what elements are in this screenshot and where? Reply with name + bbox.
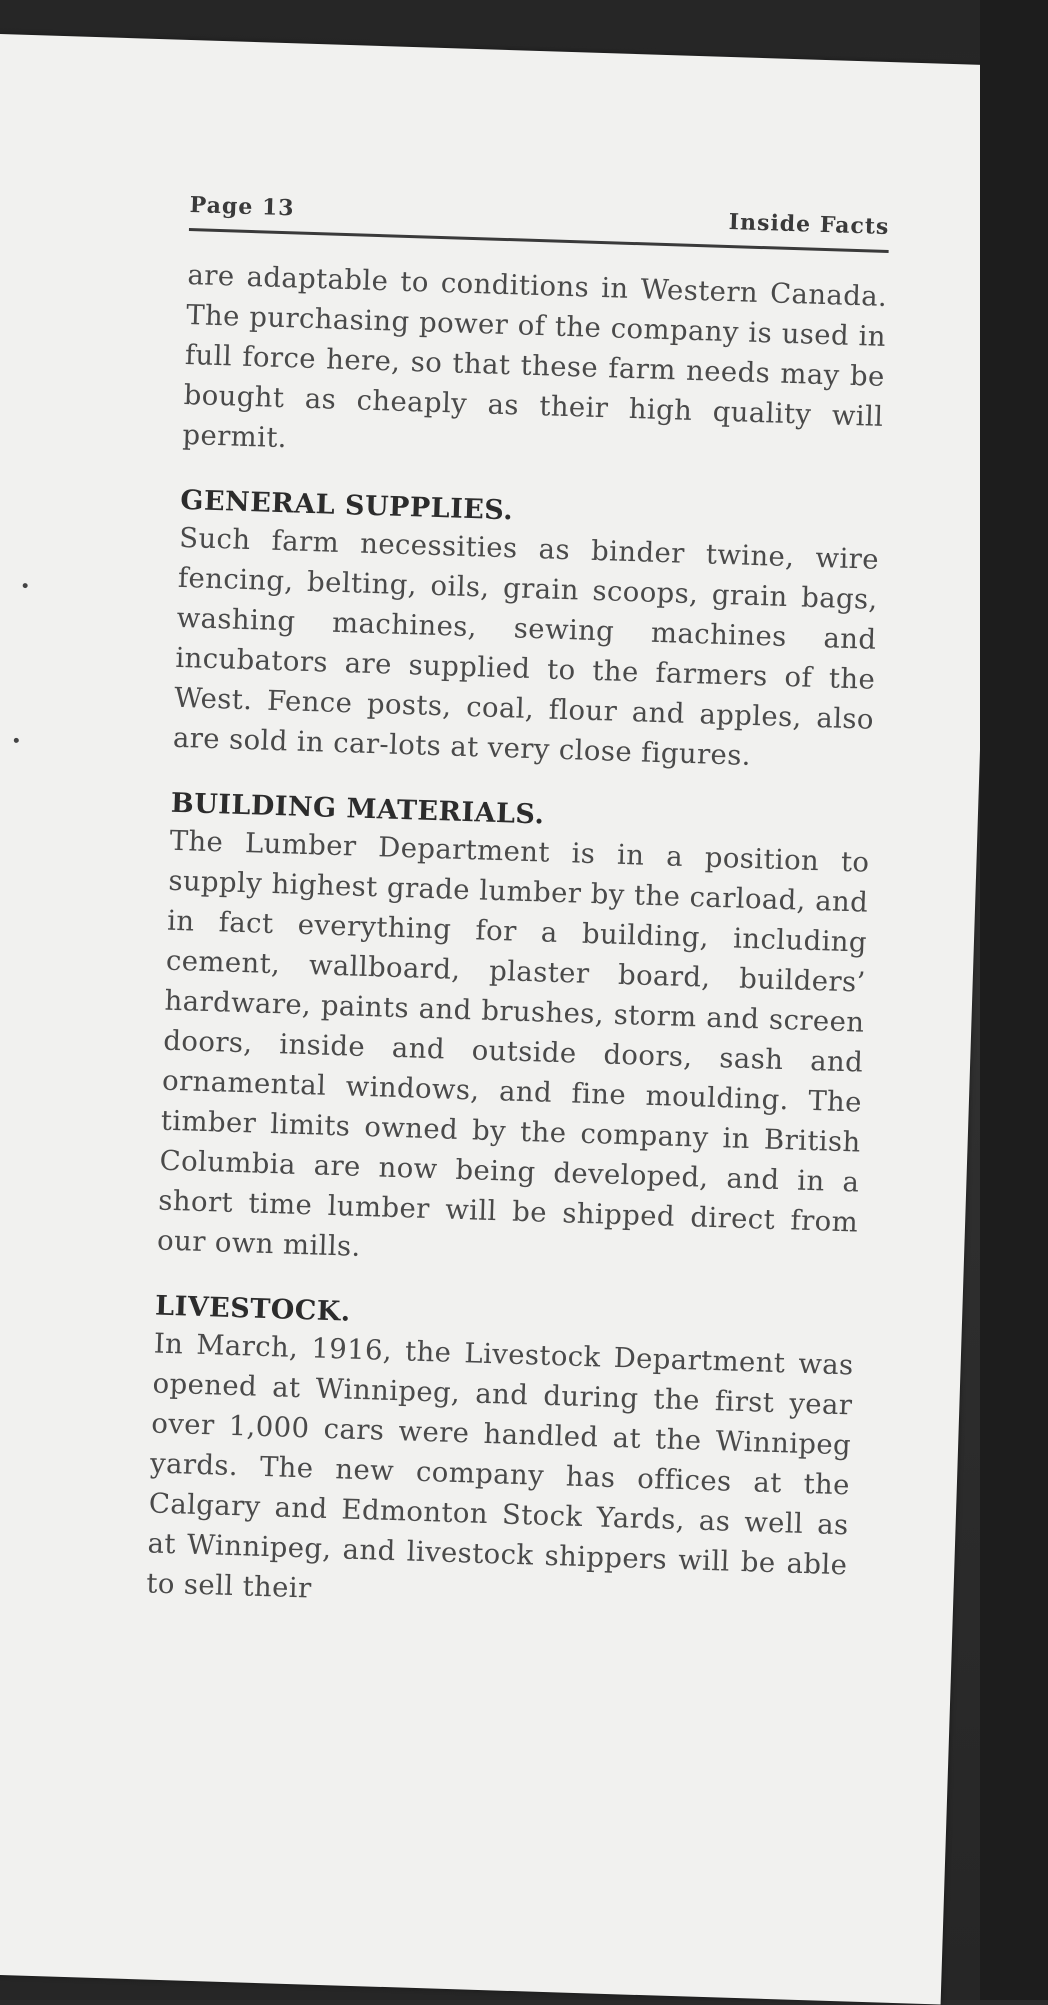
section-heading-livestock: LIVESTOCK. bbox=[154, 1290, 352, 1328]
margin-dot bbox=[14, 738, 19, 743]
document-page bbox=[0, 34, 1002, 2005]
section-heading-building-materials: BUILDING MATERIALS. bbox=[170, 787, 545, 831]
margin-dot bbox=[23, 583, 28, 588]
section-text-general-supplies: Such farm necessities as binder twine, wire fencing, belting, oils, grain scoops, grain bags, washing machines, sewing machines and incubators are supplied to the farmers of the West. Fence posts, coal, flour and apples, also are sold in car-lots at very close figures. bbox=[172, 521, 880, 772]
section-heading-general-supplies: GENERAL SUPPLIES. bbox=[179, 484, 514, 527]
scan-right-edge bbox=[980, 0, 1048, 2000]
running-title: Inside Facts bbox=[728, 208, 890, 241]
section-text-building-materials: The Lumber Department is in a position to supply highest grade lumber by the carload, and in fact everything for a building, including cement, wallboard, plaster board, builders’ hardware, paints and brushes, storm and screen doors, inside and outside doors, sash and ornamental windows, and fine moulding. The timber limits owned by the company in British Columbia are now being developed, and in a short time lumber will be shipped direct from our own mills. bbox=[156, 824, 870, 1263]
section-text-livestock: In March, 1916, the Livestock Department was opened at Winnipeg, and during the first year over 1,000 cars were handled at the Winnipeg yards. The new company has offices at the Calgary and Edmonton Stock Yards, as well as at Winnipeg, and livestock shippers will be able to sell their bbox=[145, 1327, 855, 1605]
page-number: Page 13 bbox=[189, 192, 295, 222]
intro-paragraph: are adaptable to conditions in Western Canada. The purchasing power of the company is used in full force here, so that these farm needs may be bought as cheaply as their high quality will permit. bbox=[181, 259, 888, 455]
page-content bbox=[146, 180, 890, 1625]
running-header bbox=[189, 180, 890, 253]
